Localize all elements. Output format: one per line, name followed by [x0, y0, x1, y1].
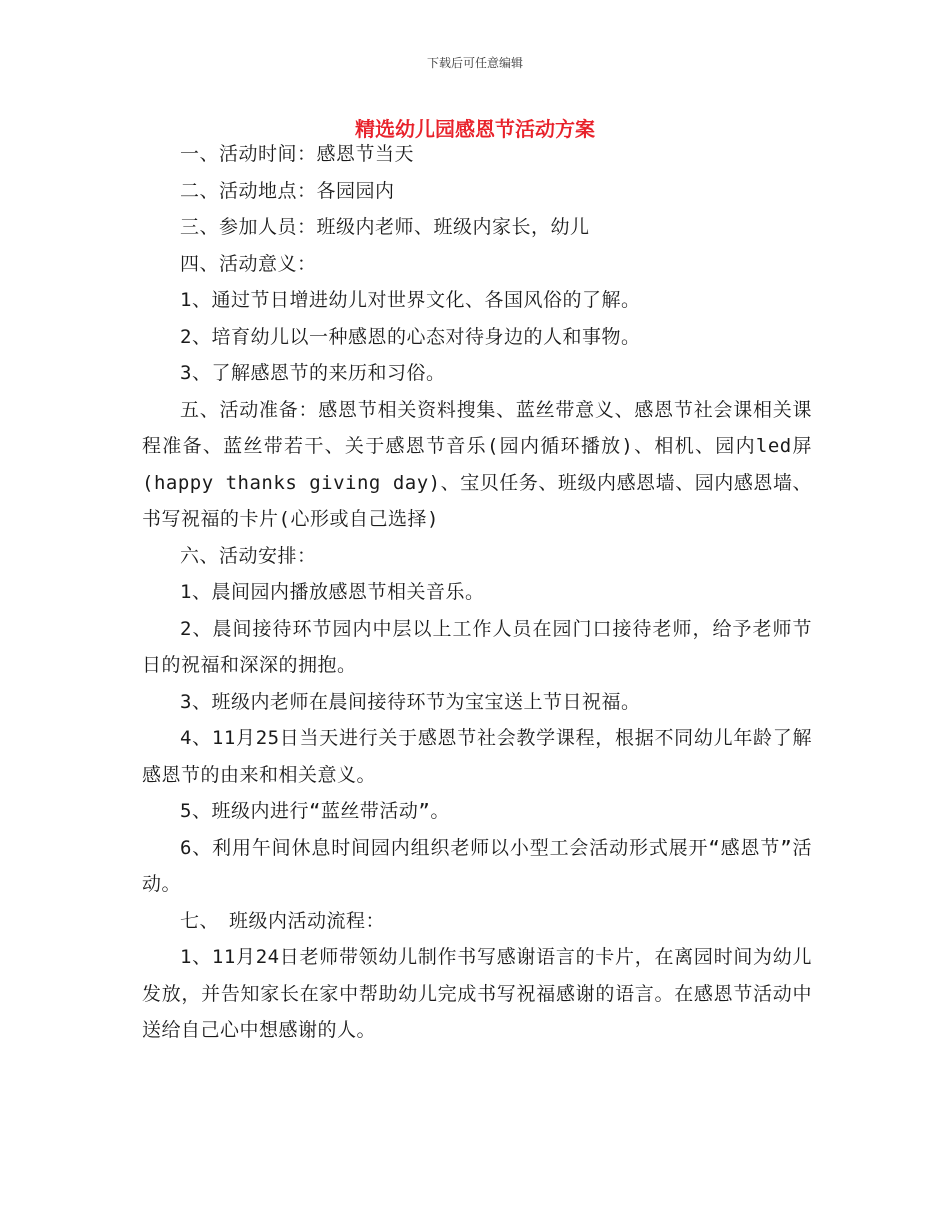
page-header-note: 下载后可任意编辑: [426, 56, 523, 70]
section-class-flow-heading: 七、 班级内活动流程：: [180, 909, 386, 932]
section-time: 一、活动时间：感恩节当天: [180, 143, 415, 165]
arrangement-item-3: 3、班级内老师在晨间接待环节为宝宝送上节日祝福。: [180, 690, 641, 713]
arrangement-item-1: 1、晨间园内播放感恩节相关音乐。: [180, 581, 485, 603]
arrangement-item-6: 6、利用午间休息时间园内组织老师以小型工会活动形式展开“感恩节”活动。: [142, 836, 812, 895]
arrangement-item-4: 4、11月25日当天进行关于感恩节社会教学课程，根据不同幼儿年龄了解感恩节的由来和相关意义。: [142, 727, 812, 786]
section-participants: 三、参加人员：班级内老师、班级内家长，幼儿: [180, 216, 590, 238]
document-body: [142, 136, 812, 1049]
significance-item-1: 1、通过节日增进幼儿对世界文化、各国风俗的了解。: [180, 289, 641, 311]
document-title: 精选幼儿园感恩节活动方案: [355, 117, 595, 141]
section-location: 二、活动地点：各园园内: [180, 179, 395, 202]
arrangement-item-2: 2、晨间接待环节园内中层以上工作人员在园门口接待老师，给予老师节日的祝福和深深的拥抱。: [142, 617, 812, 676]
section-significance-heading: 四、活动意义：: [180, 252, 317, 275]
class-flow-item-1: 1、11月24日老师带领幼儿制作书写感谢语言的卡片，在离园时间为幼儿发放，并告知家长在家中帮助幼儿完成书写祝福感谢的语言。在感恩节活动中送给自己心中想感谢的人。: [142, 946, 812, 1041]
significance-item-3: 3、了解感恩节的来历和习俗。: [180, 362, 446, 384]
arrangement-item-5: 5、班级内进行“蓝丝带活动”。: [180, 800, 450, 822]
section-arrangement-heading: 六、活动安排：: [180, 544, 317, 567]
section-preparation: 五、活动准备：感恩节相关资料搜集、蓝丝带意义、感恩节社会课相关课程准备、蓝丝带若干、关于感恩节音乐(园内循环播放)、相机、园内led屏(happy thanks giving day)、宝贝任务、班级内感恩墙、园内感恩墙、书写祝福的卡片(心形或自己选择): [142, 398, 812, 530]
significance-item-2: 2、培育幼儿以一种感恩的心态对待身边的人和事物。: [180, 325, 641, 348]
